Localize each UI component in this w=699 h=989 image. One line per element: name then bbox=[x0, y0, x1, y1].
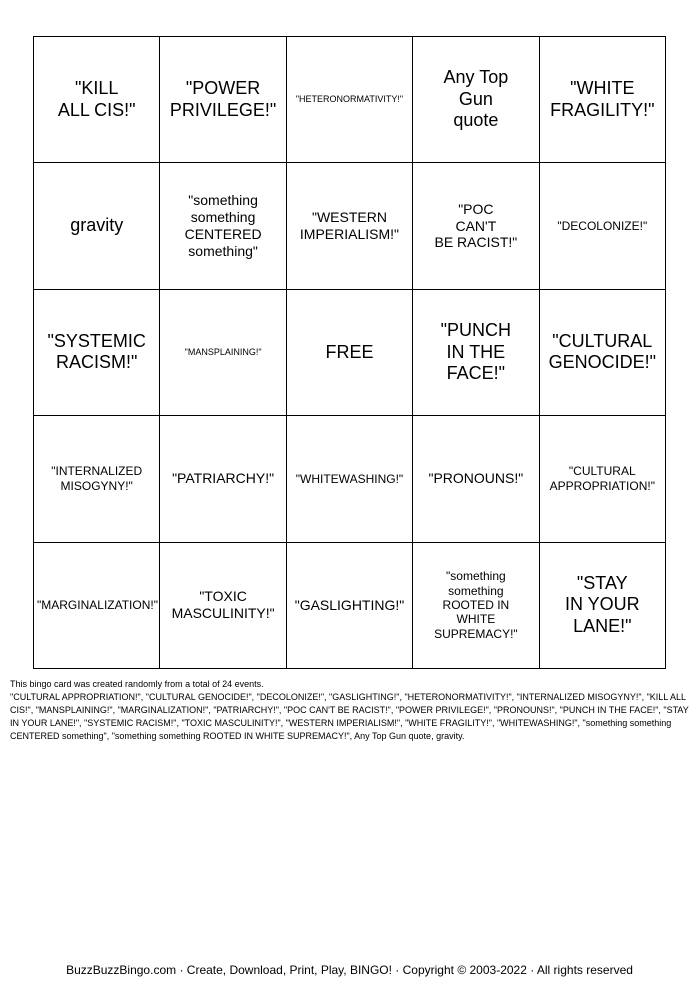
bingo-cell: "MANSPLAINING!" bbox=[160, 289, 286, 415]
bingo-cell: "WHITE FRAGILITY!" bbox=[539, 37, 665, 163]
bingo-row bbox=[34, 37, 666, 163]
bingo-cell: Any Top Gun quote bbox=[413, 37, 539, 163]
bingo-cell: "KILL ALL CIS!" bbox=[34, 37, 160, 163]
footer-text: BuzzBuzzBingo.com · Create, Download, Print, Play, BINGO! · Copyright © 2003-2022 · All rights reserved bbox=[66, 963, 633, 977]
bingo-cell: "POC CAN'T BE RACIST!" bbox=[413, 163, 539, 289]
bingo-cell: "PRONOUNS!" bbox=[413, 416, 539, 542]
bingo-row bbox=[34, 542, 666, 668]
bingo-cell: "SYSTEMIC RACISM!" bbox=[34, 289, 160, 415]
bingo-cell: "TOXIC MASCULINITY!" bbox=[160, 542, 286, 668]
info-events: "CULTURAL APPROPRIATION!", "CULTURAL GENOCIDE!", "DECOLONIZE!", "GASLIGHTING!", "HETERONORMATIVITY!", "INTERNALIZED MISOGYNY!", "KILL ALL CIS!", "MANSPLAINING!", "MARGINALIZATION!", "PATRIARCHY!", "POC CAN'T BE RACIST!", "POWER PRIVILEGE!", "PRONOUNS!", "PUNCH IN THE FACE!", "STAY IN YOUR LANE!", "SYSTEMIC RACISM!", "TOXIC MASCULINITY!", "WESTERN IMPERIALISM!", "WHITE FRAGILITY!", "WHITEWASHING!", "something something CENTERED something", "something something ROOTED IN WHITE SUPREMACY!", Any Top Gun quote, gravity. bbox=[10, 692, 689, 741]
bingo-cell: "WESTERN IMPERIALISM!" bbox=[286, 163, 412, 289]
bingo-cell: "POWER PRIVILEGE!" bbox=[160, 37, 286, 163]
bingo-row bbox=[34, 163, 666, 289]
bingo-cell: "WHITEWASHING!" bbox=[286, 416, 412, 542]
bingo-cell: "PUNCH IN THE FACE!" bbox=[413, 289, 539, 415]
bingo-cell: "HETERONORMATIVITY!" bbox=[286, 37, 412, 163]
bingo-cell: "DECOLONIZE!" bbox=[539, 163, 665, 289]
bingo-cell: "STAY IN YOUR LANE!" bbox=[539, 542, 665, 668]
bingo-cell: "something something CENTERED something" bbox=[160, 163, 286, 289]
info-intro: This bingo card was created randomly from a total of 24 events. bbox=[10, 679, 264, 689]
bingo-row bbox=[34, 416, 666, 542]
bingo-cell: "something something ROOTED IN WHITE SUPREMACY!" bbox=[413, 542, 539, 668]
card-info bbox=[10, 678, 690, 743]
bingo-cell: "GASLIGHTING!" bbox=[286, 542, 412, 668]
bingo-cell: "INTERNALIZED MISOGYNY!" bbox=[34, 416, 160, 542]
bingo-cell: gravity bbox=[34, 163, 160, 289]
bingo-cell: "CULTURAL GENOCIDE!" bbox=[539, 289, 665, 415]
bingo-row bbox=[34, 289, 666, 415]
bingo-cell: "CULTURAL APPROPRIATION!" bbox=[539, 416, 665, 542]
bingo-cell: "MARGINALIZATION!" bbox=[34, 542, 160, 668]
bingo-cell: "PATRIARCHY!" bbox=[160, 416, 286, 542]
bingo-card bbox=[33, 36, 666, 669]
free-space: FREE bbox=[286, 289, 412, 415]
